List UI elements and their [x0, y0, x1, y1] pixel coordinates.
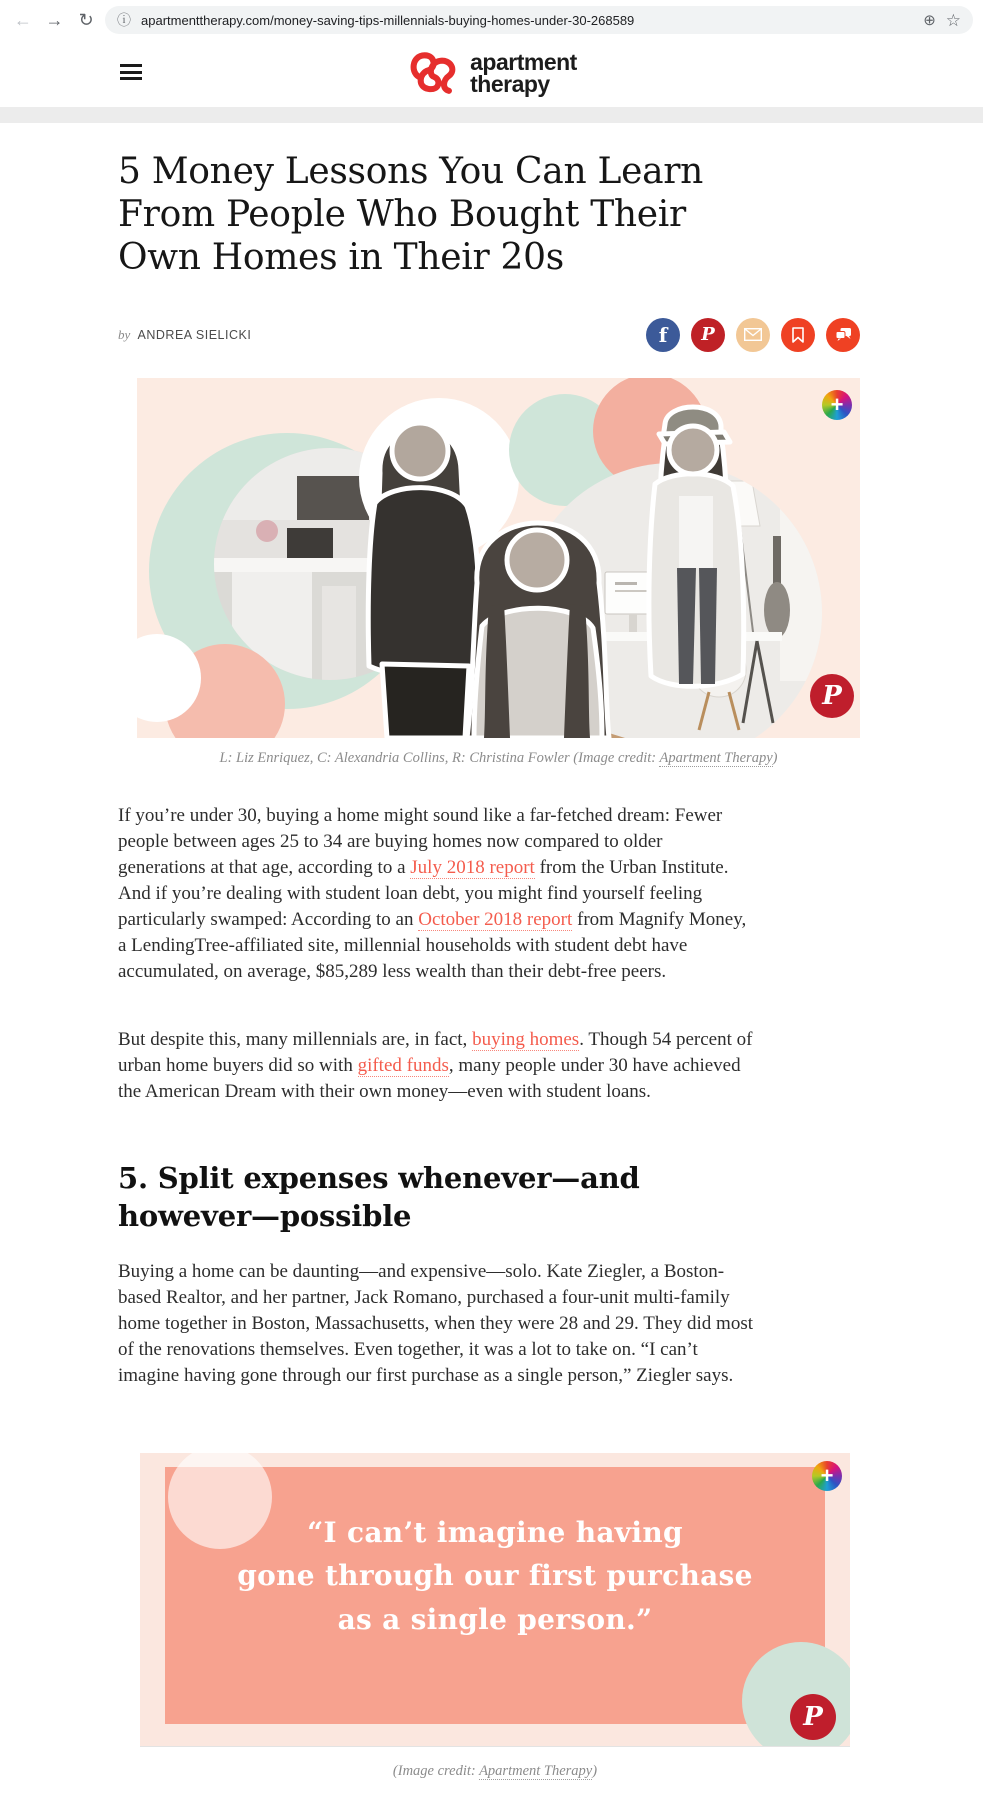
- link-july-2018-report[interactable]: July 2018 report: [410, 856, 535, 878]
- quote-caption-credit-link[interactable]: Apartment Therapy: [479, 1763, 593, 1780]
- reload-button[interactable]: ↻: [73, 7, 99, 33]
- link-buying-homes[interactable]: buying homes: [472, 1028, 580, 1050]
- save-to-collection-button[interactable]: +: [822, 390, 852, 420]
- byline: [118, 327, 251, 343]
- pull-quote: [140, 1511, 850, 1641]
- paragraph-text: Buying a home can be daunting—and expensive—solo. Kate Ziegler, a Boston-based Realtor, and her partner, Jack Romano, purchased a four-unit multi-family home together in Boston, Massachusetts, when they were 28 and 29. They did most of the renovations themselves. Even together, it was a lot to take on. “I can’t imagine having gone through our first purchase as a single person,” Ziegler says.: [118, 1261, 753, 1387]
- envelope-icon: [744, 328, 762, 341]
- save-bookmark-button[interactable]: [781, 318, 815, 352]
- share-facebook-button[interactable]: [646, 318, 680, 352]
- quote-line: “I can’t imagine having: [307, 1516, 683, 1550]
- paragraph-2: [118, 1027, 754, 1105]
- author-name[interactable]: ANDREA SIELICKI: [137, 327, 252, 342]
- hero-caption-credit-link[interactable]: Apartment Therapy: [659, 749, 773, 766]
- chat-bubbles-icon: [835, 327, 852, 342]
- paragraph-text: from Magnify Money, a LendingTree-affiliated site, millennial households with student debt have accumulated, on average, $85,289 less wealth than their debt-free peers.: [118, 908, 747, 982]
- bookmark-star-icon[interactable]: ☆: [945, 10, 962, 30]
- paragraph-3: [118, 1259, 754, 1389]
- site-logo[interactable]: [406, 46, 577, 102]
- quote-caption: [140, 1763, 850, 1780]
- paragraph-text: . Though 54 percent of urban home buyers did so with: [118, 1028, 753, 1076]
- woman-center-alexandria: [467, 523, 609, 738]
- byline-prefix: by: [118, 326, 131, 342]
- save-to-collection-button[interactable]: +: [812, 1461, 842, 1491]
- hero-collage-illustration: [137, 378, 860, 738]
- section-heading: 5. Split expenses whenever—and however—possible: [118, 1160, 640, 1233]
- woman-left-liz: [368, 423, 479, 738]
- browser-toolbar: [0, 0, 983, 40]
- quote-caption-suffix: ): [592, 1763, 598, 1780]
- pinterest-badge[interactable]: P: [810, 674, 854, 718]
- hero-caption: [137, 750, 860, 767]
- facebook-icon: f: [658, 322, 668, 347]
- link-gifted-funds[interactable]: gifted funds: [357, 1054, 449, 1076]
- url-bar[interactable]: [105, 6, 973, 34]
- paragraph-text: If you’re under 30, buying a home might sound like a far-fetched dream: Fewer people between ages 25 to 34 are buying homes now compared to older generations at that age, according to a: [118, 804, 723, 878]
- quote-line: as a single person.”: [337, 1602, 653, 1636]
- quote-image: [140, 1453, 850, 1747]
- paragraph-1: [118, 803, 754, 985]
- hamburger-menu-button[interactable]: [120, 64, 142, 80]
- bookmark-icon: [792, 327, 804, 343]
- url-text[interactable]: apartmenttherapy.com/money-saving-tips-millennials-buying-homes-under-30-268589: [141, 12, 635, 28]
- paragraph-text: But despite this, many millennials are, in fact,: [118, 1028, 473, 1050]
- back-button[interactable]: ←: [10, 7, 36, 33]
- byline-row: [118, 318, 860, 352]
- site-header: [0, 40, 983, 107]
- share-pinterest-button[interactable]: [691, 318, 725, 352]
- forward-button[interactable]: →: [42, 7, 68, 33]
- article: [118, 123, 860, 1780]
- paragraph-text: from the Urban Institute. And if you’re dealing with student loan debt, you might find yourself feeling particularly swamped: According to an: [118, 856, 729, 930]
- hero-caption-text: L: Liz Enriquez, C: Alexandria Collins, R: Christina Fowler (Image credit:: [219, 749, 660, 766]
- quote-line: gone through our first purchase: [237, 1559, 753, 1593]
- hero-caption-suffix: ): [772, 749, 778, 766]
- quote-caption-text: (Image credit:: [392, 1763, 480, 1780]
- header-divider-strip: [0, 107, 983, 123]
- hero-image: [137, 378, 860, 738]
- pinterest-badge[interactable]: P: [790, 1694, 836, 1740]
- paragraph-text: , many people under 30 have achieved the American Dream with their own money—even with student loans.: [118, 1054, 741, 1102]
- share-buttons: [646, 318, 860, 352]
- link-october-2018-report[interactable]: October 2018 report: [418, 908, 573, 930]
- article-title: 5 Money Lessons You Can Learn From People Who Bought Their Own Homes in Their 20s: [118, 151, 704, 279]
- page-info-icon[interactable]: ⓘ: [117, 12, 132, 28]
- pinterest-icon: P: [701, 324, 715, 346]
- logo-wordmark: apartment therapy: [470, 48, 577, 97]
- logo-squiggle-icon: [406, 46, 462, 102]
- share-email-button[interactable]: [736, 318, 770, 352]
- comments-button[interactable]: [826, 318, 860, 352]
- circled-plus-icon[interactable]: ⊕: [923, 11, 936, 29]
